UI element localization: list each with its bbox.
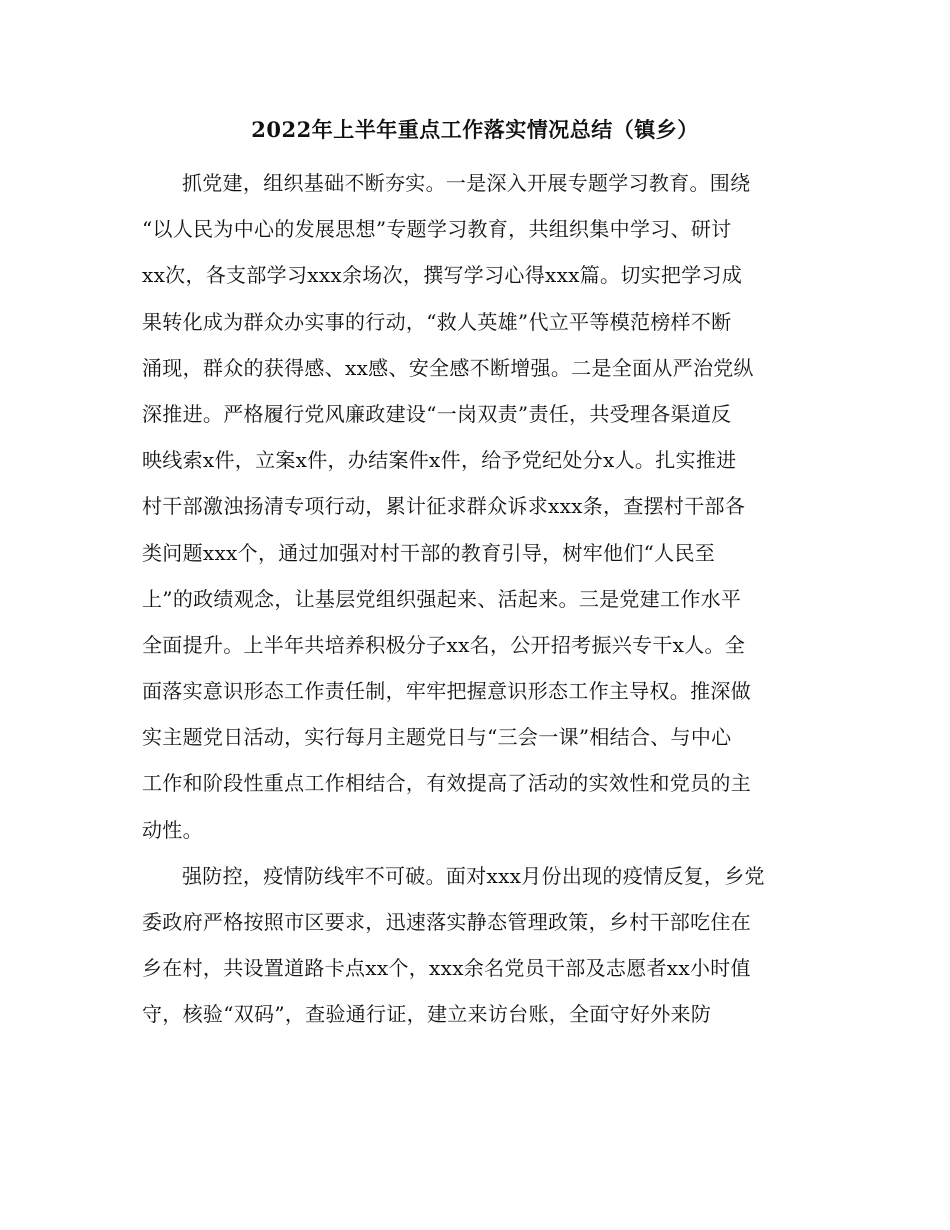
paragraph-line: 强防控，疫情防线牢不可破。面对xxx月份出现的疫情反复，乡党 (182, 863, 765, 888)
paragraph-line: 上”的政绩观念，让基层党组织强起来、活起来。三是党建工作水平 (142, 586, 742, 611)
paragraph-line: 抓党建，组织基础不断夯实。一是深入开展专题学习教育。围绕 (182, 171, 751, 195)
paragraph-line: 全面提升。上半年共培养积极分子xx名，公开招考振兴专干x人。全 (142, 632, 746, 657)
paragraph-line: 实主题党日活动，实行每月主题党日与“三会一课”相结合、与中心 (142, 725, 732, 750)
paragraph-line: 委政府严格按照市区要求，迅速落实静态管理政策，乡村干部吃住在 (142, 910, 751, 934)
paragraph-line: 映线索x件，立案x件，办结案件x件，给予党纪处分x人。扎实推进 (142, 448, 737, 473)
paragraph-line: 乡在村，共设置道路卡点xx个，xxx余名党员干部及志愿者xx小时值 (142, 956, 751, 981)
paragraph-line: 深推进。严格履行党风廉政建设“一岗双责”责任，共受理各渠道反 (142, 401, 732, 426)
paragraph-line: “以人民为中心的发展思想”专题学习教育，共组织集中学习、研讨 (142, 217, 732, 242)
paragraph-line: 面落实意识形态工作责任制，牢牢把握意识形态工作主导权。推深做 (142, 679, 751, 704)
paragraph-line: 守，核验“双码”，查验通行证，建立来访台账，全面守好外来防 (142, 1002, 712, 1027)
document-body (142, 160, 808, 1038)
paragraph-line: 果转化成为群众办实事的行动，“救人英雄”代立平等模范榜样不断 (142, 309, 732, 334)
paragraph-line: xx次，各支部学习xxx余场次，撰写学习心得xxx篇。切实把学习成 (142, 263, 743, 288)
paragraph-line: 工作和阶段性重点工作相结合，有效提高了活动的实效性和党员的主 (142, 771, 751, 796)
paragraph-epidemic-control (142, 853, 808, 1038)
paragraph-line: 类问题xxx个，通过加强对村干部的教育引导，树牢他们“人民至 (142, 540, 716, 565)
paragraph-party-building (142, 160, 808, 853)
paragraph-line: 动性。 (142, 817, 203, 842)
paragraph-line: 涌现，群众的获得感、xx感、安全感不断增强。二是全面从严治党纵 (142, 355, 754, 380)
paragraph-line: 村干部激浊扬清专项行动，累计征求群众诉求xxx条，查摆村干部各 (142, 494, 746, 519)
document-title: 2022年上半年重点工作落实情况总结（镇乡） (251, 117, 699, 142)
